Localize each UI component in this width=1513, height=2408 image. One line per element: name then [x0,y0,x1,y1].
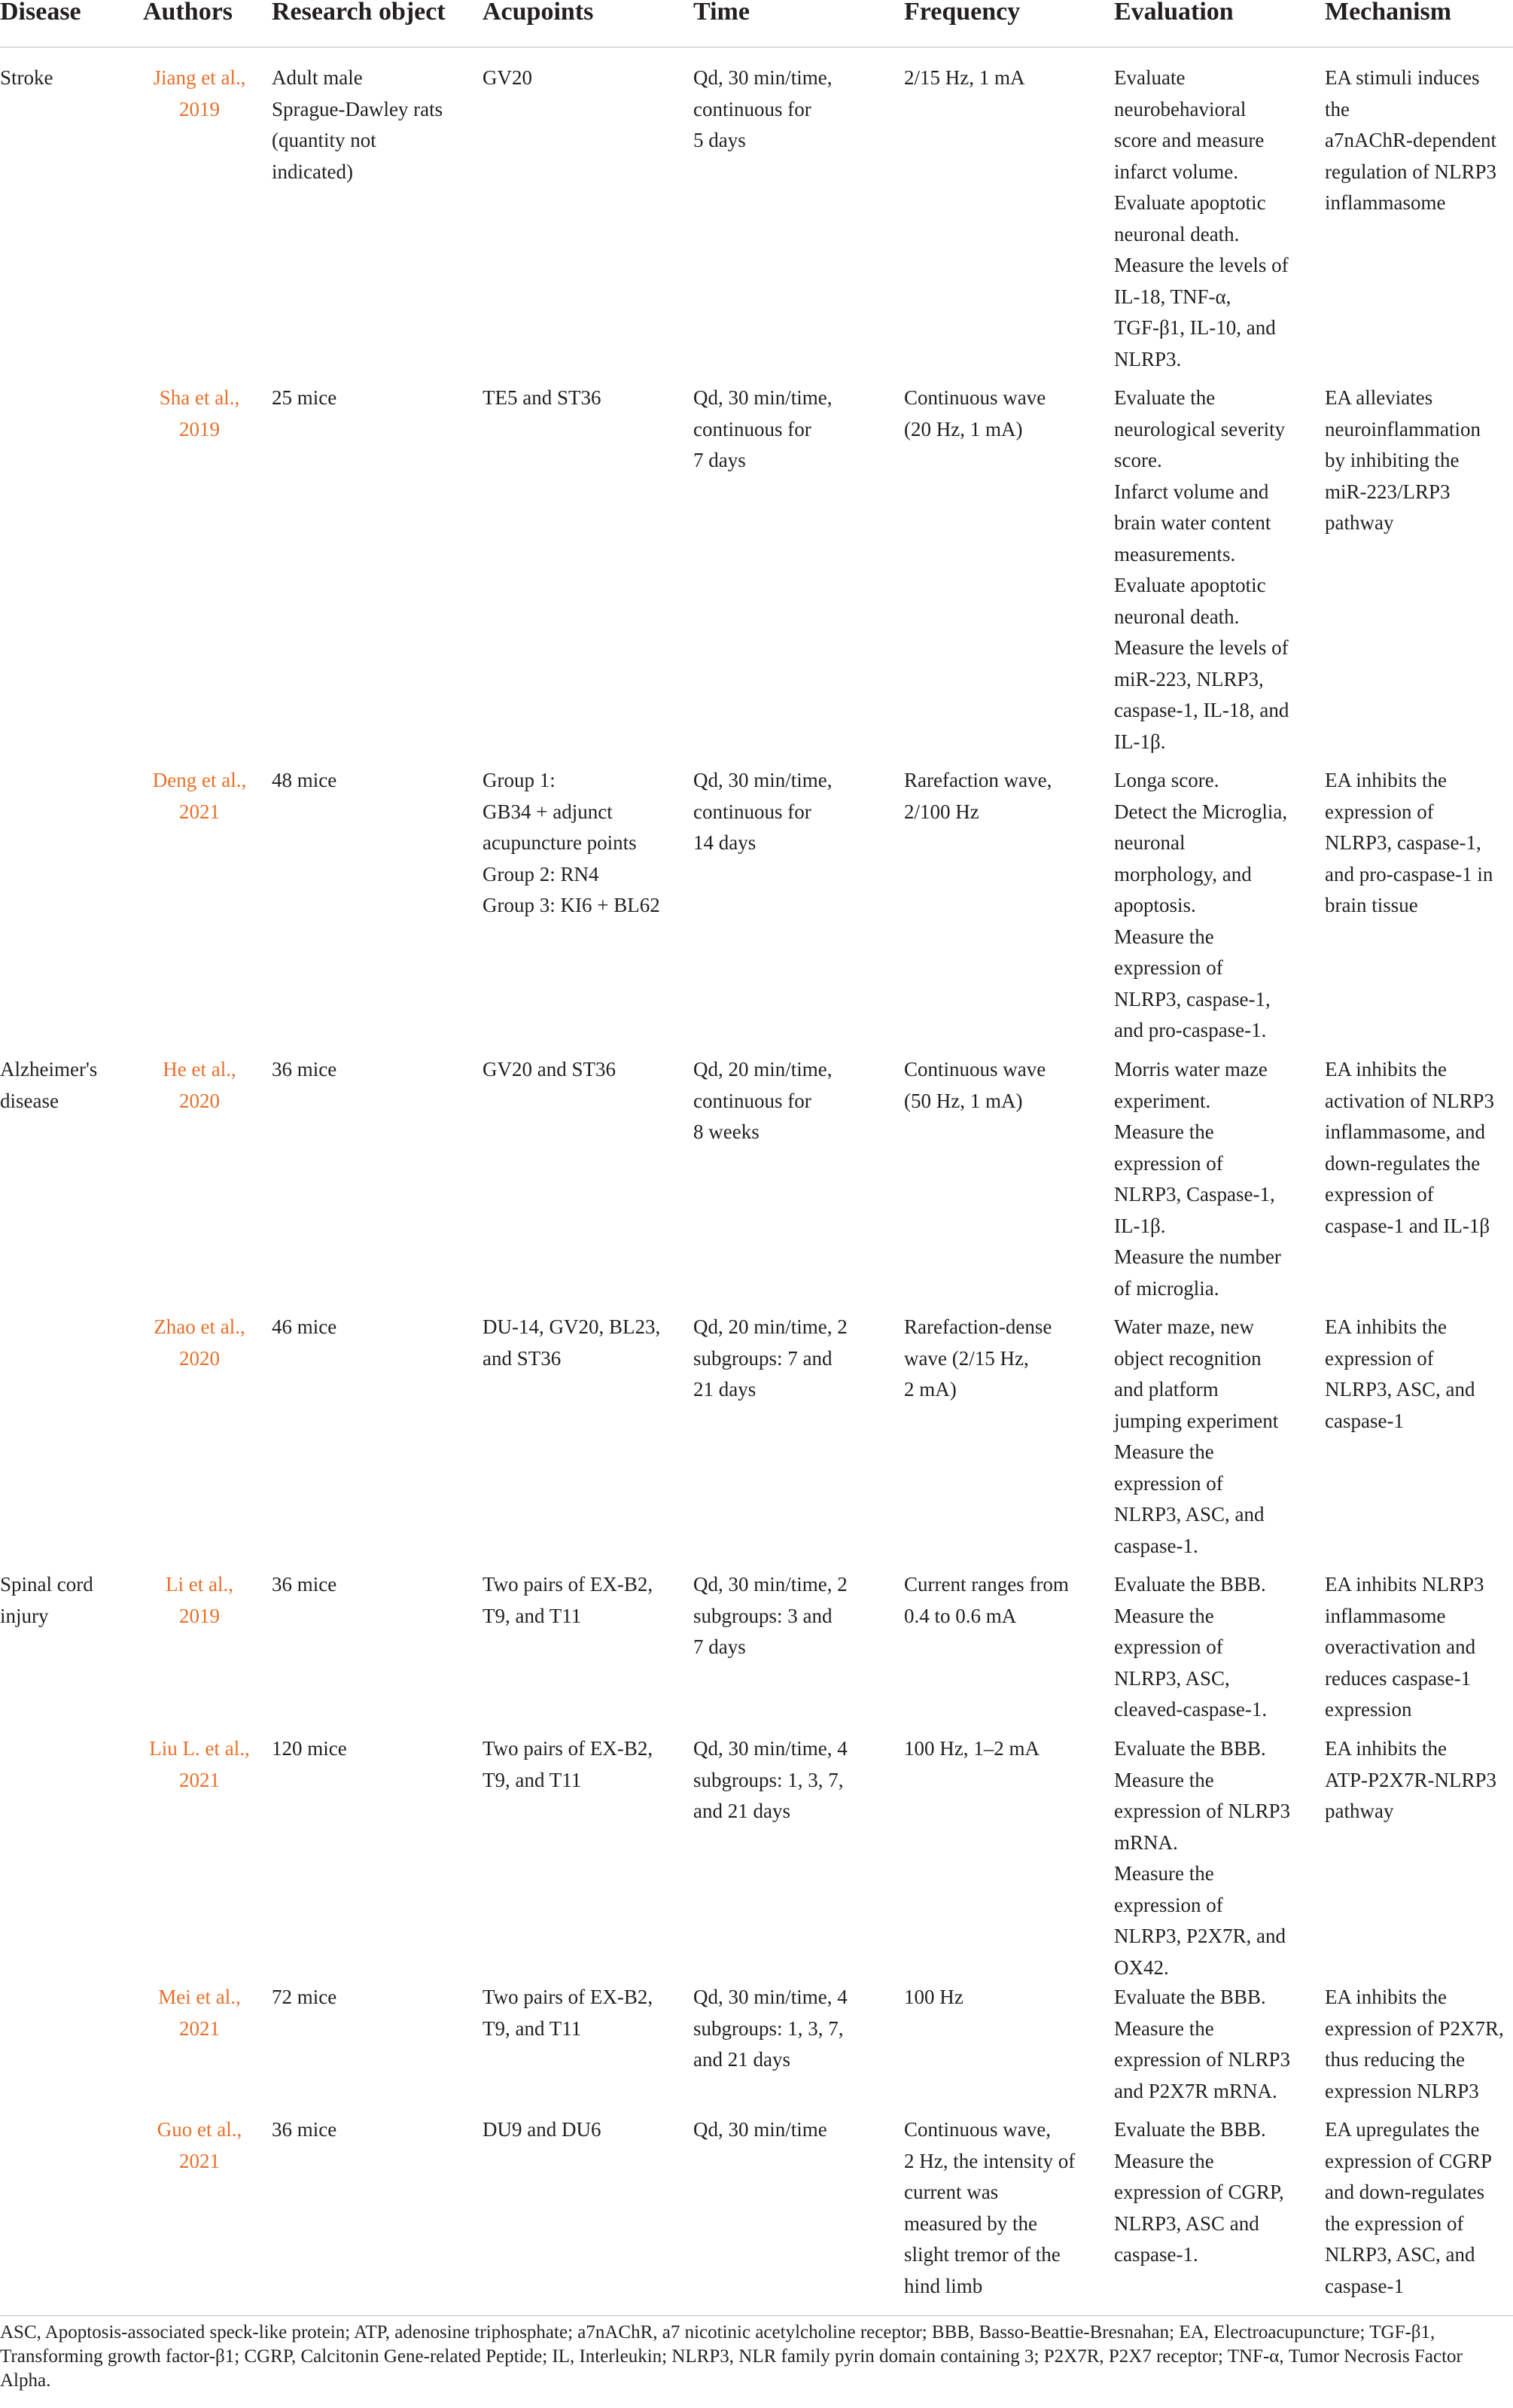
cell-acupoints: Two pairs of EX-B2, T9, and T11 [483,1737,653,1791]
header-frequency: Frequency [904,0,1021,26]
author-reference-link[interactable]: Sha et al., 2019 [159,386,240,440]
cell-research-object: 25 mice [272,386,337,409]
cell-frequency: 100 Hz, 1–2 mA [904,1737,1040,1760]
cell-acupoints: DU-14, GV20, BL23, and ST36 [483,1315,661,1370]
cell-time: Qd, 30 min/time, continuous for 7 days [693,386,833,471]
cell-frequency: Rarefaction-dense wave (2/15 Hz, 2 mA) [904,1315,1052,1401]
cell-time: Qd, 20 min/time, 2 subgroups: 7 and 21 days [693,1315,848,1401]
cell-acupoints: Two pairs of EX-B2, T9, and T11 [483,1986,653,2040]
table-row [0,1554,1513,1721]
header-time: Time [693,0,750,26]
author-reference-link[interactable]: Liu L. et al., 2021 [149,1737,250,1791]
table-row [0,2099,1513,2310]
cell-time: Qd, 30 min/time [693,2118,827,2141]
cell-frequency: 100 Hz [904,1986,964,2008]
cell-time: Qd, 30 min/time, 4 subgroups: 1, 3, 7, and 21 days [693,1986,848,2071]
cell-mechanism: EA inhibits the ATP-P2X7R-NLRP3 pathway [1325,1737,1497,1822]
author-reference-link[interactable]: Guo et al., 2021 [157,2118,242,2172]
cell-mechanism: EA upregulates the expression of CGRP and down-regulates the expression of NLRP3, ASC, and caspase-1 [1325,2118,1492,2297]
table-header [0,0,1513,47]
cell-time: Qd, 30 min/time, 2 subgroups: 3 and 7 days [693,1573,848,1658]
cell-frequency: Continuous wave (20 Hz, 1 mA) [904,386,1046,440]
cell-evaluation: Evaluate the neurological severity score. Infarct volume and brain water content measurements. Evaluate apoptotic neuronal death. Measure the levels of miR-223, NLRP3, caspase-1, IL-18, and IL-1β. [1114,386,1289,753]
cell-frequency: Continuous wave, 2 Hz, the intensity of current was measured by the slight tremor of the hind limb [904,2118,1076,2297]
table-row [0,1297,1513,1557]
header-disease: Disease [0,0,81,26]
cell-mechanism: EA inhibits the activation of NLRP3 inflammasome, and down-regulates the expression of caspase-1 and IL-1β [1325,1058,1494,1237]
cell-evaluation: Evaluate the BBB. Measure the expression of NLRP3 and P2X7R mRNA. [1114,1986,1290,2102]
cell-time: Qd, 20 min/time, continuous for 8 weeks [693,1058,833,1143]
header-evaluation: Evaluation [1114,0,1234,26]
cell-frequency: Current ranges from 0.4 to 0.6 mA [904,1573,1069,1627]
cell-acupoints: DU9 and DU6 [483,2118,601,2141]
cell-time: Qd, 30 min/time, 4 subgroups: 1, 3, 7, and 21 days [693,1737,848,1822]
cell-evaluation: Evaluate the BBB. Measure the expression of NLRP3 mRNA. Measure the expression of NLRP3, P2X7R, and OX42. [1114,1737,1290,1979]
cell-research-object: 120 mice [272,1737,347,1760]
table-footnote: ASC, Apoptosis-associated speck-like protein; ATP, adenosine triphosphate; a7nAChR, a7 nicotinic acetylcholine receptor; BBB, Basso-Beattie-Bresnahan; EA, Electroacupuncture; TGF-β1, Transforming growth factor-β1; CGRP, Calcitonin Gene-related Peptide; IL, Interleukin; NLRP3, NLR family pyrin domain containing 3; P2X7R, P2X7 receptor; TNF-α, Tumor Necrosis Factor Alpha. [0,2315,1513,2393]
cell-frequency: Continuous wave (50 Hz, 1 mA) [904,1058,1046,1112]
author-reference-link[interactable]: Zhao et al., 2020 [154,1315,245,1370]
author-reference-link[interactable]: Deng et al., 2021 [152,769,247,823]
cell-mechanism: EA inhibits NLRP3 inflammasome overactivation and reduces caspase-1 expression [1325,1573,1484,1721]
cell-research-object: 36 mice [272,1573,337,1596]
cell-evaluation: Evaluate the BBB. Measure the expression of CGRP, NLRP3, ASC and caspase-1. [1114,2118,1284,2266]
cell-frequency: 2/15 Hz, 1 mA [904,66,1025,89]
cell-mechanism: EA inhibits the expression of NLRP3, ASC, and caspase-1 [1325,1315,1475,1432]
cell-research-object: 36 mice [272,2118,337,2141]
header-authors: Authors [143,0,233,26]
cell-evaluation: Water maze, new object recognition and platform jumping experiment Measure the expression of NLRP3, ASC, and caspase-1. [1114,1315,1279,1557]
cell-disease: Stroke [0,66,53,89]
author-reference-link[interactable]: Li et al., 2019 [166,1573,233,1627]
table-row [0,750,1513,1039]
cell-acupoints: GV20 [483,66,532,89]
cell-time: Qd, 30 min/time, continuous for 5 days [693,66,833,151]
table-row [0,1039,1513,1300]
cell-mechanism: EA inhibits the expression of P2X7R, thus reducing the expression NLRP3 [1325,1986,1504,2102]
cell-research-object: 72 mice [272,1986,337,2008]
cell-disease: Alzheimer's disease [0,1058,98,1112]
cell-evaluation: Evaluate neurobehavioral score and measure infarct volume. Evaluate apoptotic neuronal death. Measure the levels of IL-18, TNF-α, TGF-β1, IL-10, and NLRP3. [1114,66,1289,370]
table-row [0,1967,1513,2102]
author-reference-link[interactable]: Mei et al., 2021 [158,1986,241,2040]
cell-time: Qd, 30 min/time, continuous for 14 days [693,769,833,854]
table-row [0,47,1513,370]
cell-research-object: Adult male Sprague-Dawley rats (quantity not indicated) [272,66,443,183]
cell-mechanism: EA inhibits the expression of NLRP3, caspase-1, and pro-caspase-1 in brain tissue [1325,769,1493,916]
cell-research-object: 46 mice [272,1315,337,1338]
table-row [0,367,1513,753]
cell-evaluation: Longa score. Detect the Microglia, neuronal morphology, and apoptosis. Measure the expression of NLRP3, caspase-1, and pro-caspase-1. [1114,769,1288,1041]
cell-disease: Spinal cord injury [0,1573,93,1627]
header-mechanism: Mechanism [1325,0,1452,26]
cell-mechanism: EA stimuli induces the a7nAChR-dependent regulation of NLRP3 inflammasome [1325,66,1496,214]
cell-mechanism: EA alleviates neuroinflammation by inhibiting the miR-223/LRP3 pathway [1325,386,1481,534]
author-reference-link[interactable]: He et al., 2020 [163,1058,236,1112]
cell-acupoints: Two pairs of EX-B2, T9, and T11 [483,1573,653,1627]
cell-acupoints: TE5 and ST36 [483,386,601,409]
cell-research-object: 48 mice [272,769,337,791]
cell-evaluation: Evaluate the BBB. Measure the expression of NLRP3, ASC, cleaved-caspase-1. [1114,1573,1268,1721]
header-acupoints: Acupoints [483,0,594,26]
table-row [0,1718,1513,1979]
cell-frequency: Rarefaction wave, 2/100 Hz [904,769,1052,823]
header-research-object: Research object [272,0,446,26]
author-reference-link[interactable]: Jiang et al., 2019 [153,66,246,120]
cell-acupoints: Group 1: GB34 + adjunct acupuncture points Group 2: RN4 Group 3: KI6 + BL62 [483,769,660,916]
cell-research-object: 36 mice [272,1058,337,1081]
cell-evaluation: Morris water maze experiment. Measure the expression of NLRP3, Caspase-1, IL-1β. Measure the number of microglia. [1114,1058,1281,1300]
cell-acupoints: GV20 and ST36 [483,1058,616,1081]
